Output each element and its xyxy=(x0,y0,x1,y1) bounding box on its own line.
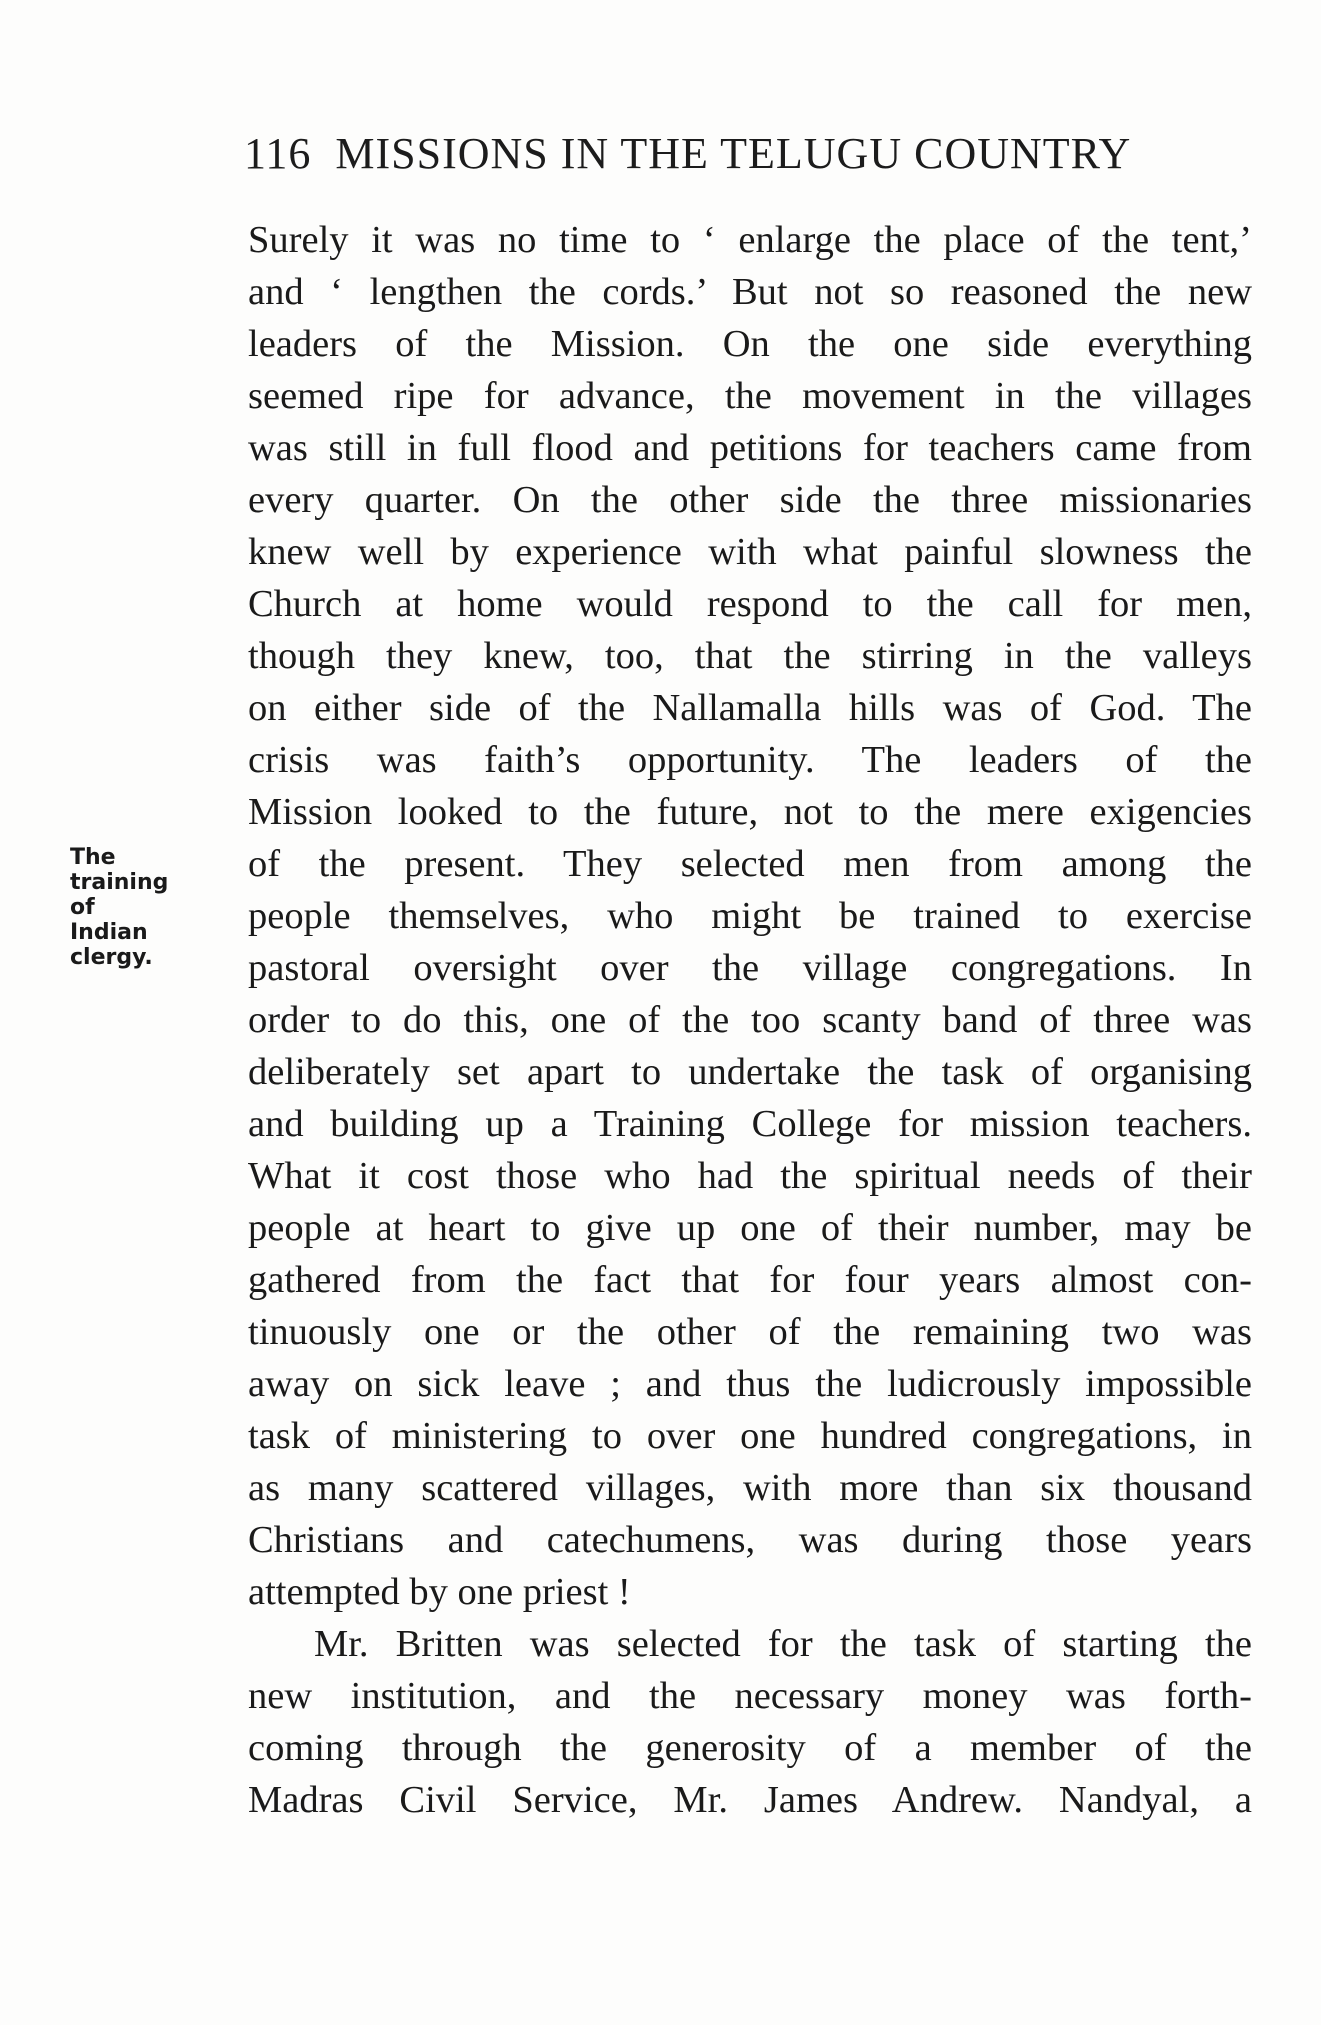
text-line: leaders of the Mission. On the one side everything xyxy=(248,323,1252,365)
text-line: Madras Civil Service, Mr. James Andrew. Nandyal, a xyxy=(248,1779,1252,1821)
text-line: people at heart to give up one of their number, may be xyxy=(248,1207,1252,1249)
text-line: Mission looked to the future, not to the mere exigencies xyxy=(248,791,1252,833)
text-line: deliberately set apart to undertake the task of organising xyxy=(248,1051,1252,1093)
text-line: What it cost those who had the spiritual needs of their xyxy=(248,1155,1252,1197)
page-number: 116 xyxy=(244,129,312,178)
text-line: though they knew, too, that the stirring in the valleys xyxy=(248,635,1252,677)
margin-note-line: training xyxy=(70,870,169,895)
text-line: new institution, and the necessary money was forth- xyxy=(248,1675,1252,1717)
margin-note-line: clergy. xyxy=(70,945,153,970)
text-line: gathered from the fact that for four years almost con- xyxy=(248,1259,1252,1301)
text-line: Surely it was no time to ‘ enlarge the place of the tent,’ xyxy=(248,219,1252,261)
body-text xyxy=(248,214,1252,1826)
text-line: Mr. Britten was selected for the task of starting the xyxy=(314,1623,1252,1665)
text-line: knew well by experience with what painful slowness the xyxy=(248,531,1252,573)
running-head xyxy=(244,128,1144,179)
text-line: crisis was faith’s opportunity. The leaders of the xyxy=(248,739,1252,781)
margin-note-line: The xyxy=(70,845,116,870)
text-line: and ‘ lengthen the cords.’ But not so reasoned the new xyxy=(248,271,1252,313)
text-line: task of ministering to over one hundred congregations, in xyxy=(248,1415,1252,1457)
margin-note xyxy=(70,845,220,970)
text-line: Christians and catechumens, was during those years xyxy=(248,1519,1252,1561)
text-line: was still in full flood and petitions for teachers came from xyxy=(248,427,1252,469)
text-line: away on sick leave ; and thus the ludicrously impossible xyxy=(248,1363,1252,1405)
margin-note-line: of xyxy=(70,895,95,920)
text-line: people themselves, who might be trained to exercise xyxy=(248,895,1252,937)
text-line: coming through the generosity of a member of the xyxy=(248,1727,1252,1769)
text-line: and building up a Training College for mission teachers. xyxy=(248,1103,1252,1145)
text-line: seemed ripe for advance, the movement in the villages xyxy=(248,375,1252,417)
text-line: pastoral oversight over the village congregations. In xyxy=(248,947,1252,989)
text-line: Church at home would respond to the call for men, xyxy=(248,583,1252,625)
text-line: attempted by one priest ! xyxy=(248,1571,631,1613)
text-line: order to do this, one of the too scanty band of three was xyxy=(248,999,1252,1041)
running-title: MISSIONS IN THE TELUGU COUNTRY xyxy=(335,129,1132,178)
text-line: every quarter. On the other side the three missionaries xyxy=(248,479,1252,521)
text-line: tinuously one or the other of the remaining two was xyxy=(248,1311,1252,1353)
text-line: on either side of the Nallamalla hills was of God. The xyxy=(248,687,1252,729)
text-line: as many scattered villages, with more than six thousand xyxy=(248,1467,1252,1509)
text-line: of the present. They selected men from among the xyxy=(248,843,1252,885)
margin-note-line: Indian xyxy=(70,920,148,945)
